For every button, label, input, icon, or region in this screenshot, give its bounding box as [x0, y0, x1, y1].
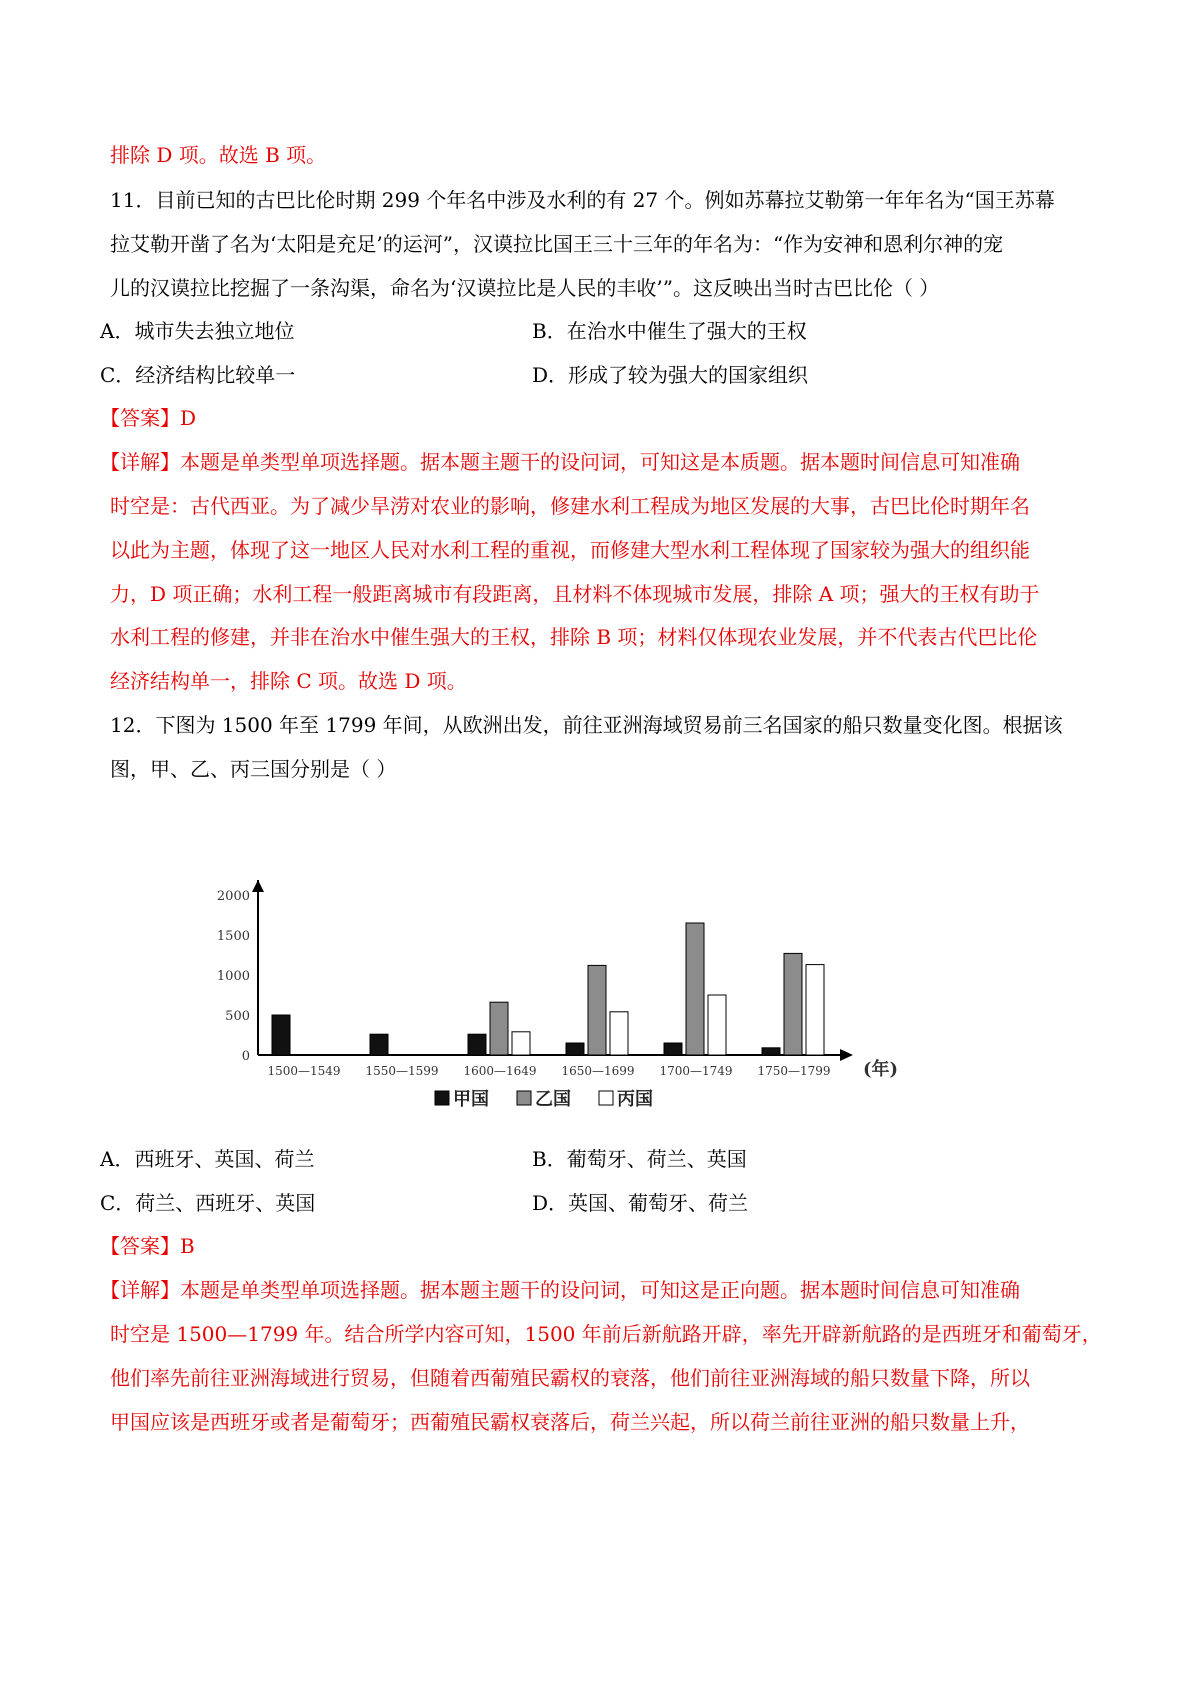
- legend-swatch: [435, 1091, 449, 1105]
- y-tick-label: 1000: [216, 969, 250, 984]
- x-tick-label: 1600—1649: [463, 1064, 537, 1078]
- y-tick-label: 1500: [216, 929, 250, 944]
- legend-label: 乙国: [535, 1089, 571, 1110]
- q12-option-a: A．西班牙、英国、荷兰: [100, 1147, 315, 1171]
- x-tick-label: 1700—1749: [659, 1064, 733, 1078]
- q12-stem-line: 12．下图为 1500 年至 1799 年间，从欧洲出发，前往亚洲海域贸易前三名国家的船只数量变化图。根据该: [110, 713, 1063, 737]
- x-axis-arrow: [840, 1049, 853, 1061]
- bar-丙国: [806, 965, 824, 1055]
- q11-option-c: C．经济结构比较单一: [100, 363, 296, 387]
- q11-option-b: B．在治水中催生了强大的王权: [532, 319, 807, 343]
- y-tick-label: 500: [225, 1009, 250, 1024]
- q10-tail-text: 排除 D 项。故选 B 项。: [110, 143, 327, 167]
- bar-甲国: [468, 1034, 486, 1055]
- legend-swatch: [517, 1091, 531, 1105]
- q11-detail-line: 水利工程的修建，并非在治水中催生强大的王权，排除 B 项；材料仅体现农业发展，并不代表古代巴比伦: [110, 625, 1038, 649]
- bar-乙国: [588, 965, 606, 1055]
- y-tick-label: 2000: [216, 889, 250, 904]
- q12-detail-line: 他们率先前往亚洲海域进行贸易，但随着西葡殖民霸权的衰落，他们前往亚洲海域的船只数量下降，所以: [110, 1366, 1030, 1390]
- legend-label: 甲国: [453, 1089, 489, 1110]
- bar-丙国: [708, 995, 726, 1055]
- x-tick-label: 1500—1549: [267, 1064, 341, 1078]
- x-tick-label: 1750—1799: [757, 1064, 831, 1078]
- y-tick-label: 0: [241, 1049, 250, 1064]
- q11-detail-line: 经济结构单一，排除 C 项。故选 D 项。: [110, 669, 467, 693]
- bar-甲国: [566, 1043, 584, 1055]
- q11-detail-line: 时空是：古代西亚。为了减少旱涝对农业的影响，修建水利工程成为地区发展的大事，古巴比伦时期年名: [110, 494, 1030, 518]
- q12-detail-line: 甲国应该是西班牙或者是葡萄牙；西葡殖民霸权衰落后，荷兰兴起，所以荷兰前往亚洲的船只数量上升，: [110, 1410, 1030, 1434]
- ship-count-bar-chart: [216, 880, 925, 1130]
- bar-乙国: [686, 923, 704, 1055]
- q12-option-d: D．英国、葡萄牙、荷兰: [532, 1191, 749, 1215]
- q11-stem-line: 拉艾勒开凿了名为‘太阳是充足’的运河”，汉谟拉比国王三十三年的年名为：“作为安神和恩利尔神的宠: [110, 232, 1004, 256]
- q11-stem-line: 儿的汉谟拉比挖掘了一条沟渠，命名为‘汉谟拉比是人民的丰收’”。这反映出当时古巴比伦（ ）: [110, 276, 940, 300]
- q11-detail-line: 以此为主题，体现了这一地区人民对水利工程的重视，而修建大型水利工程体现了国家较为强大的组织能: [110, 538, 1030, 562]
- q11-stem-line: 11．目前已知的古巴比伦时期 299 个年名中涉及水利的有 27 个。例如苏幕拉艾勒第一年年名为“国王苏幕: [110, 188, 1055, 212]
- q12-option-b: B．葡萄牙、荷兰、英国: [532, 1147, 747, 1171]
- q12-detail-line: 时空是 1500—1799 年。结合所学内容可知，1500 年前后新航路开辟，率先开辟新航路的是西班牙和葡萄牙，: [110, 1322, 1102, 1346]
- q11-detail-line: 【详解】本题是单类型单项选择题。据本题主题干的设问词，可知这是本质题。据本题时间信息可知准确: [100, 450, 1020, 474]
- bar-乙国: [784, 953, 802, 1055]
- legend-swatch: [599, 1091, 613, 1105]
- q12-stem-line: 图，甲、乙、丙三国分别是（ ）: [110, 757, 397, 781]
- legend-label: 丙国: [617, 1089, 653, 1110]
- bar-甲国: [272, 1015, 290, 1055]
- q12-answer: 【答案】B: [100, 1234, 195, 1258]
- bar-乙国: [490, 1002, 508, 1055]
- q12-option-c: C．荷兰、西班牙、英国: [100, 1191, 316, 1215]
- bar-甲国: [664, 1043, 682, 1055]
- bar-丙国: [610, 1012, 628, 1055]
- bar-甲国: [762, 1048, 780, 1055]
- x-tick-label: 1550—1599: [365, 1064, 439, 1078]
- bar-丙国: [512, 1032, 530, 1055]
- q11-option-d: D．形成了较为强大的国家组织: [532, 363, 809, 387]
- x-axis-label: (年): [863, 1059, 899, 1080]
- q11-detail-line: 力，D 项正确；水利工程一般距离城市有段距离，且材料不体现城市发展，排除 A 项；强大的王权有助于: [110, 582, 1040, 606]
- q11-option-a: A．城市失去独立地位: [100, 319, 295, 343]
- y-axis-arrow: [252, 880, 264, 892]
- bar-甲国: [370, 1034, 388, 1055]
- q12-detail-line: 【详解】本题是单类型单项选择题。据本题主题干的设问词，可知这是正向题。据本题时间信息可知准确: [100, 1278, 1020, 1302]
- q11-answer: 【答案】D: [100, 406, 197, 430]
- x-tick-label: 1650—1699: [561, 1064, 635, 1078]
